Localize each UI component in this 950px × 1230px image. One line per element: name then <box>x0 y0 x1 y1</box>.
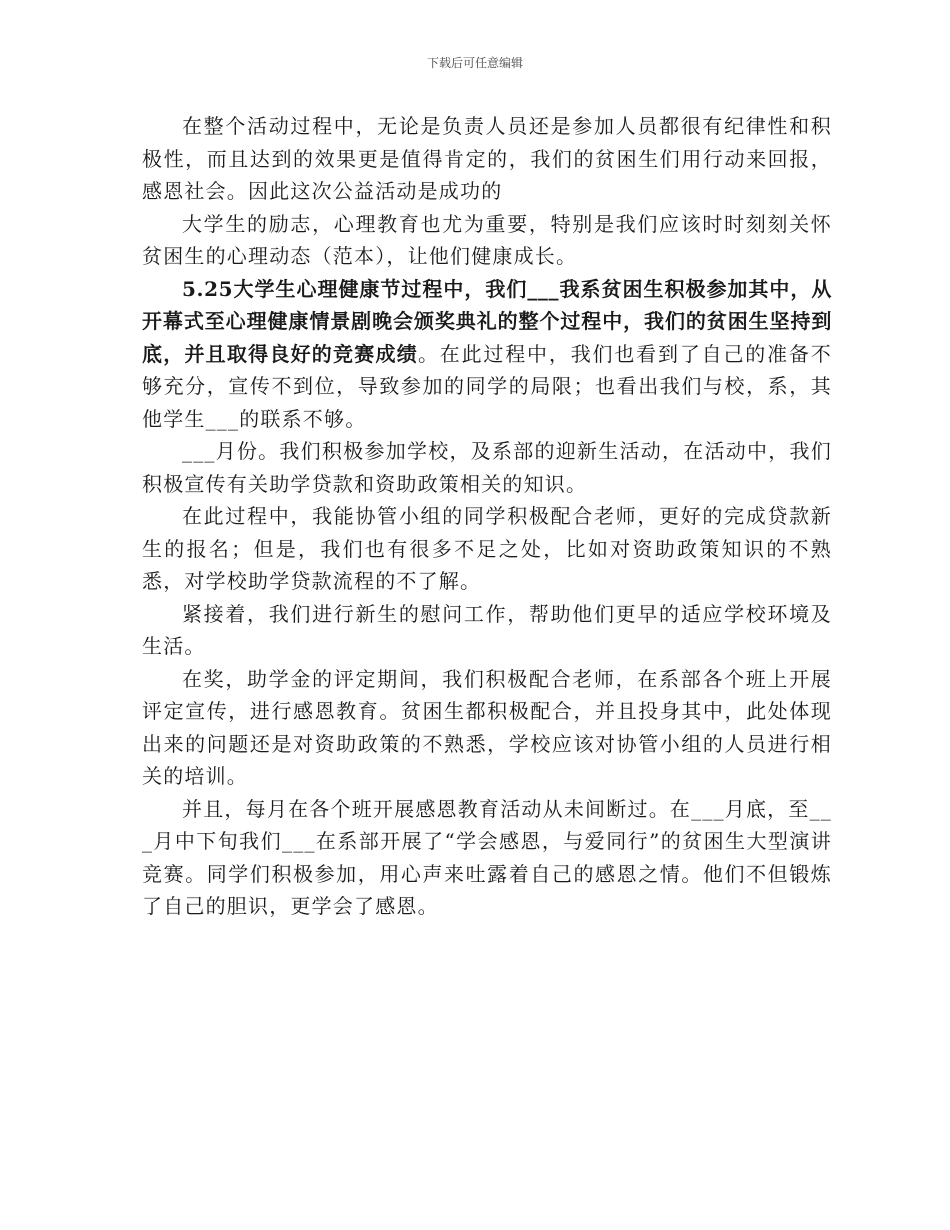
paragraph-6 <box>142 598 832 663</box>
paragraph-2 <box>142 208 832 273</box>
page-header-note: 下载后可任意编辑 <box>426 56 523 70</box>
paragraph-5-text: 在此过程中，我能协管小组的同学积极配合老师，更好的完成贷款新生的报名；但是，我们也有很多不足之处，比如对资助政策知识的不熟悉，对学校助学贷款流程的不了解。 <box>142 504 832 593</box>
paragraph-3-text: 。在此过程中，我们也看到了自己的准备不够充分，宣传不到位，导致参加的同学的局限；也看出我们与校，系，其他学生___的联系不够。 <box>142 341 832 431</box>
paragraph-5 <box>142 500 832 598</box>
paragraph-7 <box>142 663 832 793</box>
paragraph-4 <box>142 435 832 500</box>
paragraph-6-text: 紧接着，我们进行新生的慰问工作，帮助他们更早的适应学校环境及生活。 <box>142 601 832 658</box>
document-body <box>142 110 832 923</box>
paragraph-3-bold-text: 5.25大学生心理健康节过程中，我们___我系贫困生积极参加其中，从开幕式至心理健康情景剧晚会颁奖典礼的整个过程中，我们的贫困生坚持到底，并且取得良好的竞赛成绩 <box>142 276 832 366</box>
paragraph-8 <box>142 793 832 923</box>
paragraph-8-text: 并且，每月在各个班开展感恩教育活动从未间断过。在___月底，至___月中下旬我们___在系部开展了“学会感恩，与爱同行”的贫困生大型演讲竞赛。同学们积极参加，用心声来吐露着自己的感恩之情。他们不但锻炼了自己的胆识，更学会了感恩。 <box>142 796 832 918</box>
paragraph-1 <box>142 110 832 208</box>
paragraph-4-text: ___月份。我们积极参加学校，及系部的迎新生活动，在活动中，我们积极宣传有关助学贷款和资助政策相关的知识。 <box>142 439 832 496</box>
paragraph-2-text: 大学生的励志，心理教育也尤为重要，特别是我们应该时时刻刻关怀贫困生的心理动态（范本），让他们健康成长。 <box>142 211 832 268</box>
paragraph-7-text: 在奖，助学金的评定期间，我们积极配合老师，在系部各个班上开展评定宣传，进行感恩教育。贫困生都积极配合，并且投身其中，此处体现出来的问题还是对资助政策的不熟悉，学校应该对协管小组的人员进行相关的培训。 <box>142 666 832 788</box>
paragraph-3 <box>142 273 832 436</box>
paragraph-1-text: 在整个活动过程中，无论是负责人员还是参加人员都很有纪律性和积极性，而且达到的效果更是值得肯定的，我们的贫困生们用行动来回报，感恩社会。因此这次公益活动是成功的 <box>142 114 832 203</box>
